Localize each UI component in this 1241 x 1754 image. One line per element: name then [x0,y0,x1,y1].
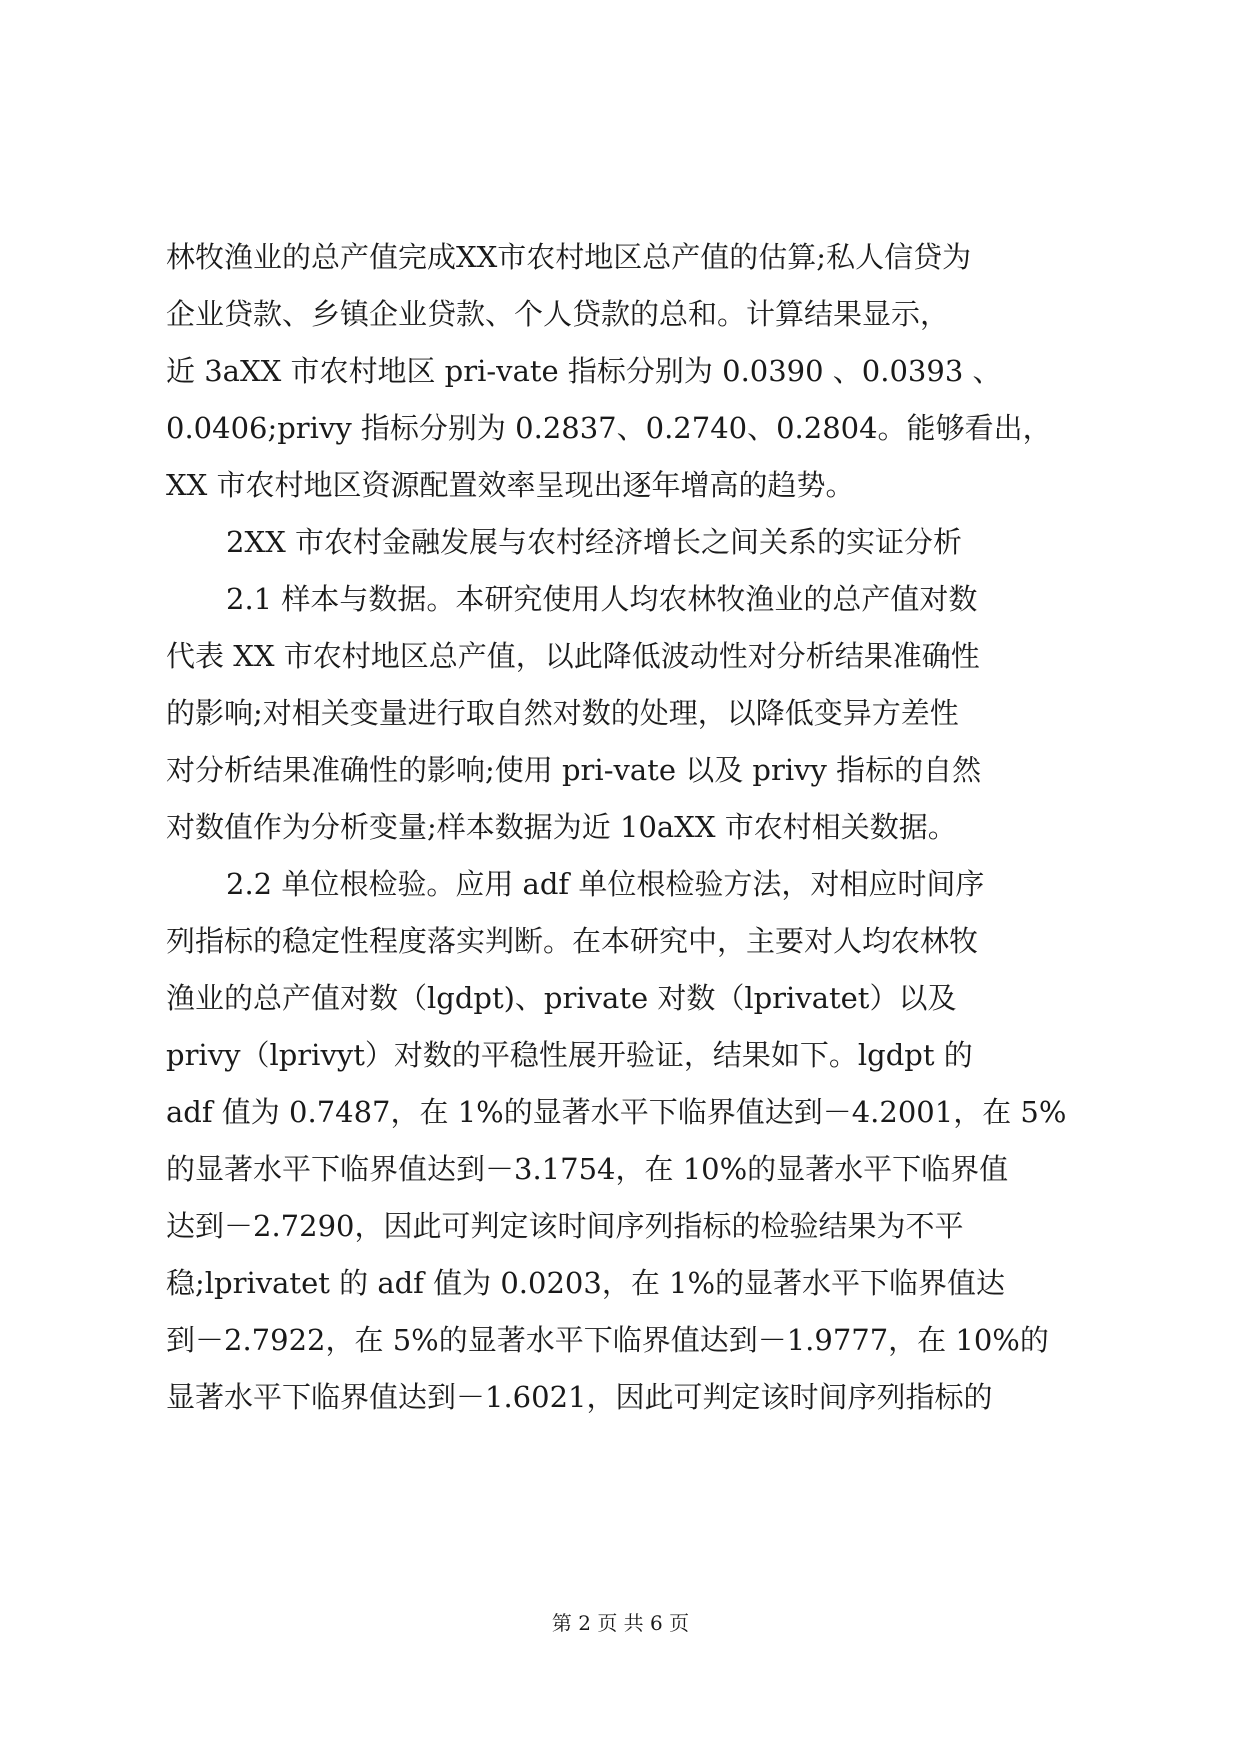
text-line-15: privy（lprivyt）对数的平稳性展开验证，结果如下。lgdpt 的 [166,1038,973,1072]
text-line-12: 2.2 单位根检验。应用 adf 单位根检验方法，对相应时间序 [226,867,985,901]
text-line-4: 0.0406;privy 指标分别为 0.2837、0.2740、0.2804。能够看出， [166,411,1052,445]
text-line-9: 的影响;对相关变量进行取自然对数的处理，以降低变异方差性 [166,696,959,730]
text-line-13: 列指标的稳定性程度落实判断。在本研究中，主要对人均农林牧 [166,924,979,958]
text-line-8: 代表 XX 市农村地区总产值，以此降低波动性对分析结果准确性 [166,639,980,673]
text-line-17: 的显著水平下临界值达到－3.1754，在 10%的显著水平下临界值 [166,1152,1009,1186]
page-footer: 第 2 页 共 6 页 [551,1611,690,1635]
text-line-7: 2.1 样本与数据。本研究使用人均农林牧渔业的总产值对数 [226,582,978,616]
text-line-18: 达到－2.7290，因此可判定该时间序列指标的检验结果为不平 [166,1209,964,1243]
text-line-20: 到－2.7922，在 5%的显著水平下临界值达到－1.9777，在 10%的 [166,1323,1049,1357]
text-line-1: 林牧渔业的总产值完成XX市农村地区总产值的估算;私人信贷为 [166,240,972,274]
text-line-2: 企业贷款、乡镇企业贷款、个人贷款的总和。计算结果显示， [166,297,950,331]
text-line-16: adf 值为 0.7487，在 1%的显著水平下临界值达到－4.2001，在 5% [166,1095,1067,1129]
section-heading: 2XX 市农村金融发展与农村经济增长之间关系的实证分析 [226,525,962,559]
text-line-5: XX 市农村地区资源配置效率呈现出逐年增高的趋势。 [166,468,855,502]
text-line-21: 显著水平下临界值达到－1.6021，因此可判定该时间序列指标的 [166,1380,993,1414]
text-line-10: 对分析结果准确性的影响;使用 pri-vate 以及 privy 指标的自然 [166,753,982,787]
text-line-3: 近 3aXX 市农村地区 pri-vate 指标分别为 0.0390 、0.0393 、 [166,354,1002,388]
text-line-19: 稳;lprivatet 的 adf 值为 0.0203，在 1%的显著水平下临界值达 [166,1266,1006,1300]
text-line-11: 对数值作为分析变量;样本数据为近 10aXX 市农村相关数据。 [166,810,957,844]
text-line-14: 渔业的总产值对数（lgdpt)、private 对数（lprivatet）以及 [166,981,957,1015]
